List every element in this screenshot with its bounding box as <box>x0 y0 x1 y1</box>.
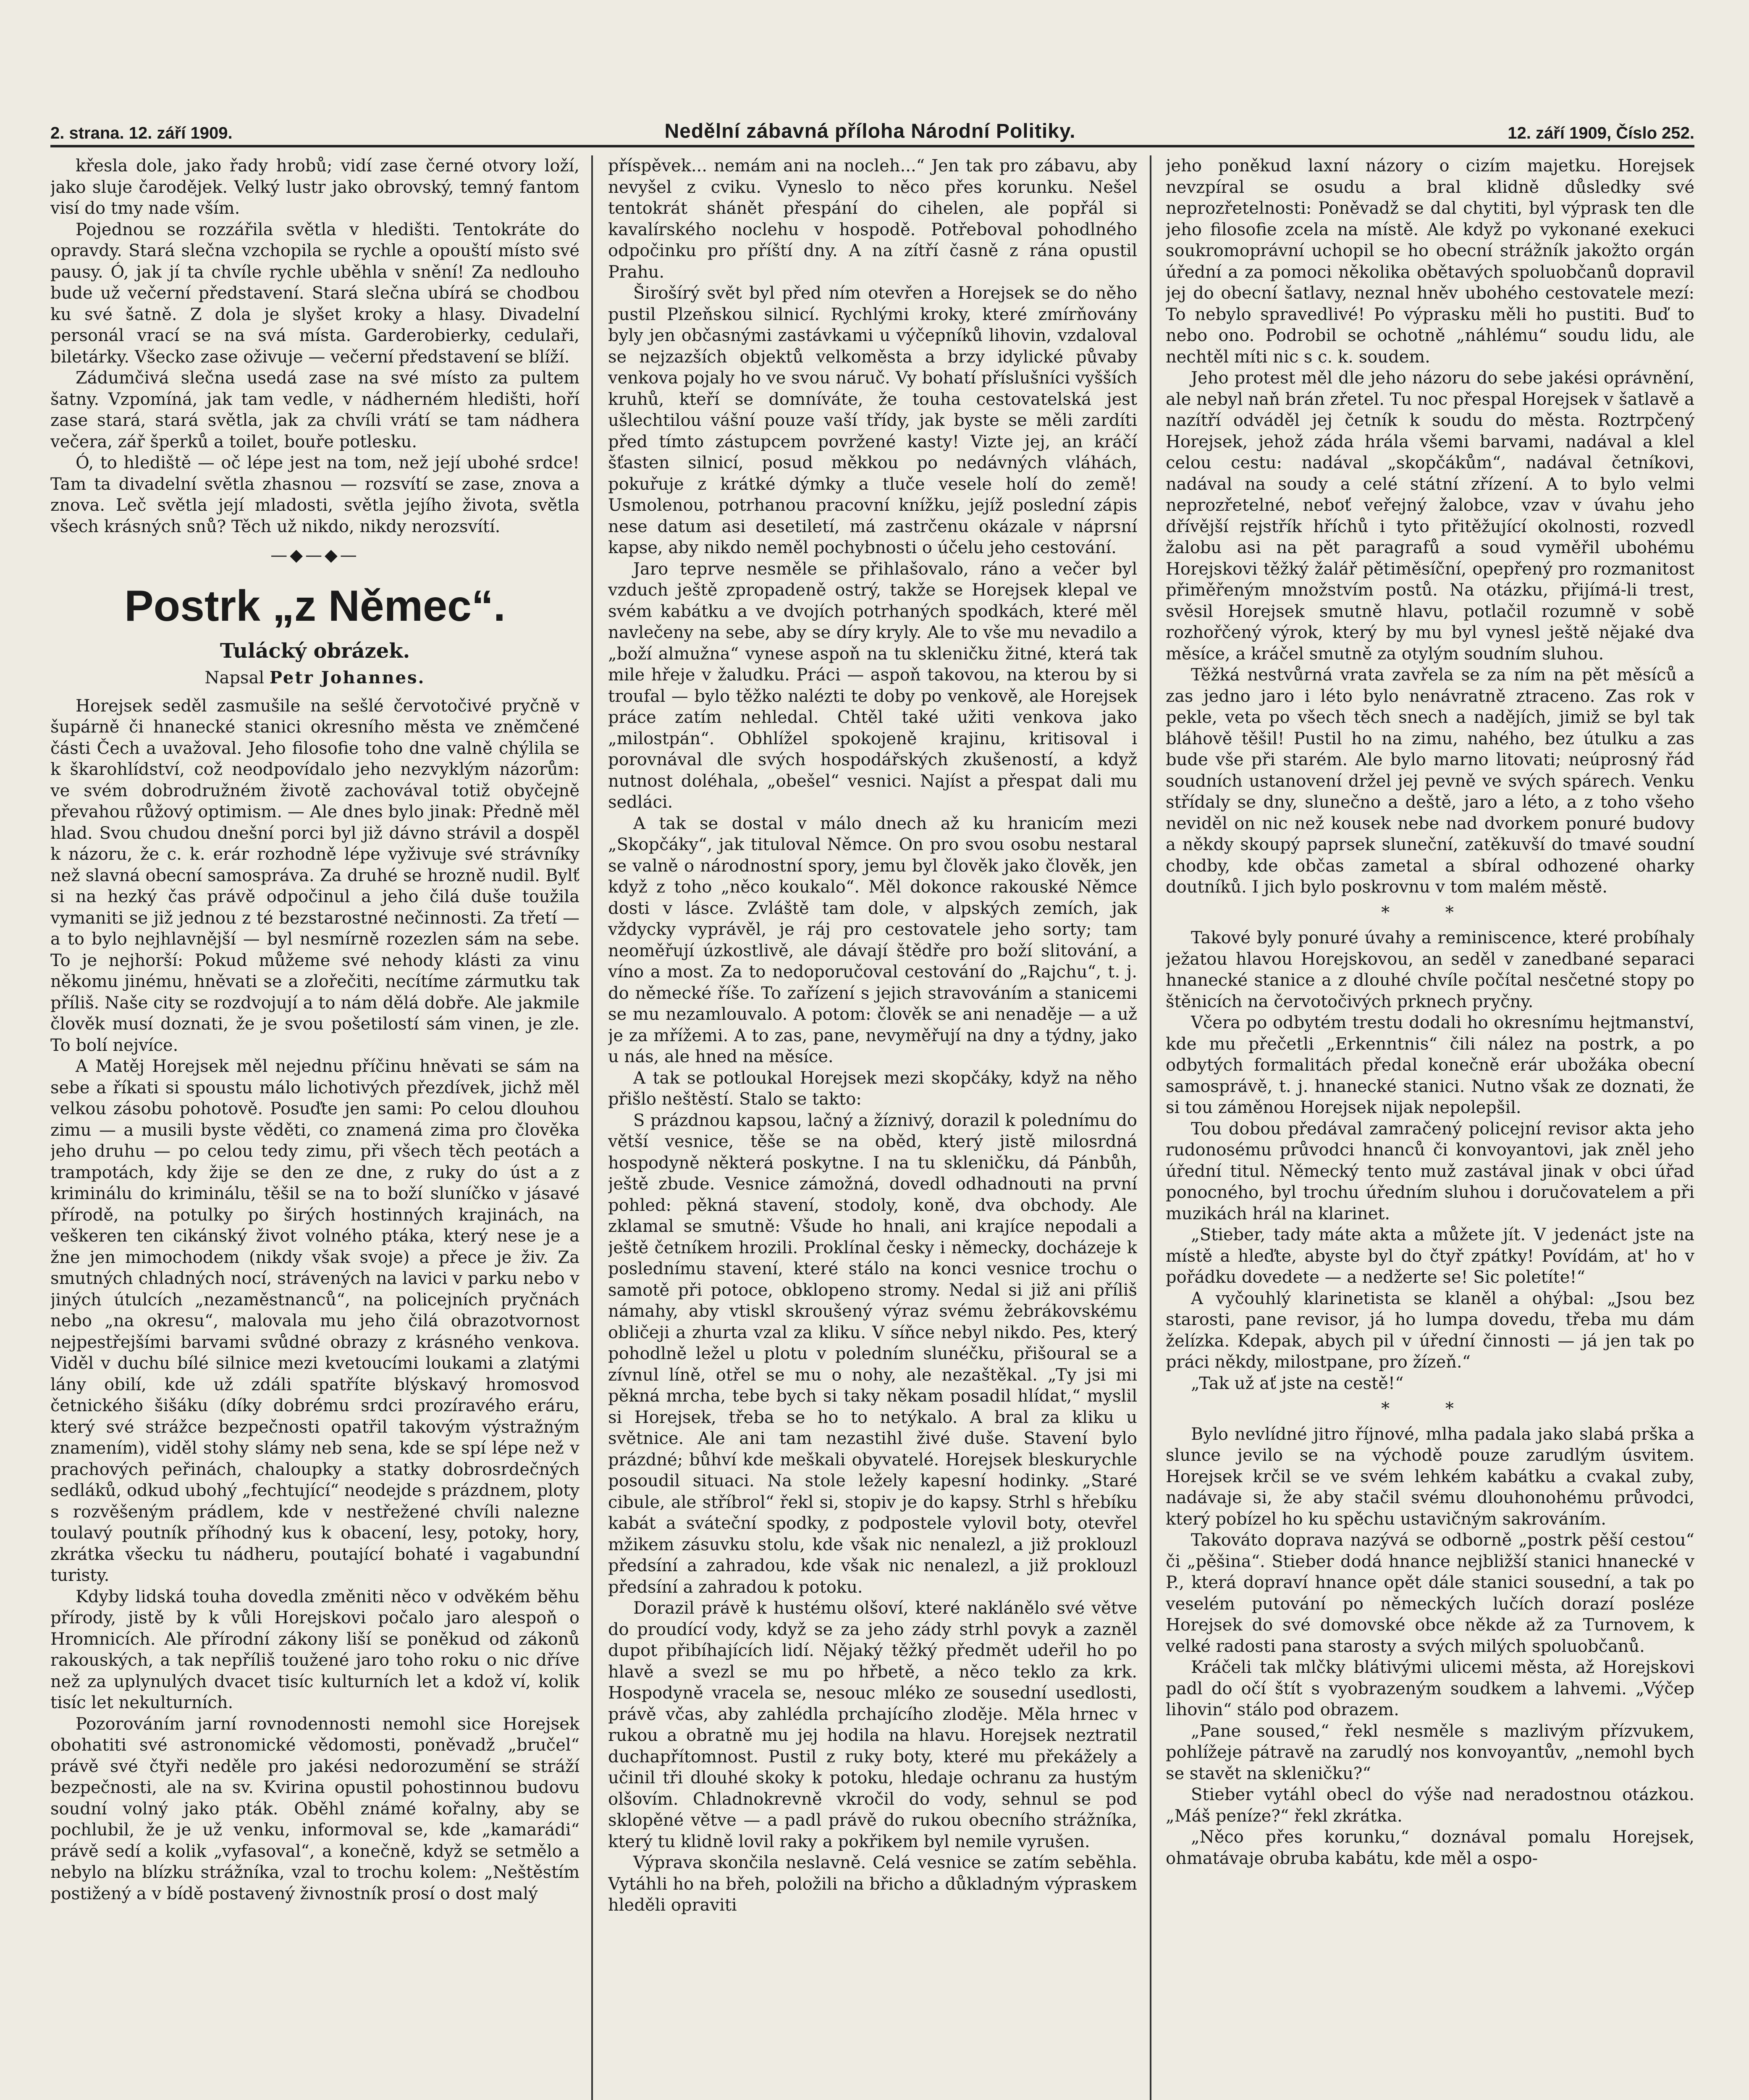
paragraph: „Tak už ať jste na cestě!“ <box>1191 1373 1404 1393</box>
paragraph: Bylo nevlídné jitro říjnové, mlha padala jako slabá prška a slunce jevilo se na východě pouze zarudlým úsvitem. Horejsek krčil se ve svém lehkém kabátku a cvakal zuby, nadávaje si, že aby stačil svému dlouhonohému průvodci, který pobízel ho ku spěchu ustavičným sakrováním. <box>1166 1424 1694 1529</box>
paragraph: Včera po odbytém trestu dodali ho okresnímu hejtmanství, kde mu přečetli „Erkenntnis“ čili nález na postrk, a po odbytých formalitách předal konečně erár ubožáka obecní samosprávě, t. j. hnanecké stanici. Nutno však ze doznati, že si tou záměnou Horejsek nijak nepolepšil. <box>1166 1013 1694 1117</box>
byline-prefix: Napsal <box>205 668 265 688</box>
paragraph: A vyčouhlý klarinetista se klaněl a ohýbal: „Jsou bez starosti, pane revisor, já ho lumpa dovedu, třeba mu dám želízka. Kdepak, abych pil v úřední činnosti — já jen tak po práci někdy, milostpane, pro žízeň.“ <box>1166 1289 1694 1372</box>
paragraph: křesla dole, jako řady hrobů; vidí zase černé otvory loží, jako sluje čarodějek. Velký lustr jako obrovský, temný fantom visí do tmy nade vším. <box>50 156 580 218</box>
paragraph: Ó, to hlediště — oč lépe jest na tom, než její ubohé srdce! Tam ta divadelní světla zhasnou — rozsvítí se zase, znova a znova. Leč světla její mladosti, světla jejího života, světla všech krásných snů? Těch už nikdo, nikdy nerozsvítí. <box>50 453 580 536</box>
section-ornament: —◆—◆— <box>270 546 359 565</box>
header-rule <box>50 145 1694 147</box>
column-divider <box>1150 155 1151 2100</box>
paragraph: „Pane soused,“ řekl nesměle s mazlivým přízvukem, pohlížeje pátravě na zarudlý nos konvoyantův, „nemohl bych se stavět na skleničku?“ <box>1166 1721 1694 1783</box>
paragraph: Takové byly ponuré úvahy a reminiscence, které probíhaly ježatou hlavou Horejskovou, an seděl v zanedbané separaci hnanecké stanice a z dlouhé chvíle počítal nesčetné stopy po štěnicích na červotočivých prknech pryčny. <box>1166 928 1694 1011</box>
section-break-stars: * * <box>1381 903 1479 922</box>
page-header <box>50 105 1694 143</box>
article-title: Postrk „z Němec“. <box>124 581 506 630</box>
paragraph: S prázdnou kapsou, lačný a žíznivý, dorazil k polednímu do větší vesnice, těše se na oběd, který jistě milosrdná hospodyně některá poskytne. I na tu skleničku, dá Pánbůh, ještě zbude. Vesnice zámožná, dovedl odhadnouti na první pohled: pěkná stavení, stodoly, koně, dva obchody. Ale zklamal se smutně: Všude ho hnali, ani krajíce nepodali a ještě četníkem hrozili. Proklínal česky i německy, docházeje k poslednímu stavení, které stálo na konci vesnice trochu o samotě při potoce, obklopeno stromy. Nedal si již ani příliš námahy, aby vtiskl skroušený výraz svému žebrákovskému obličeji a zhurta vzal za kliku. V síňce nebyl nikdo. Pes, který pohodlně ležel u plotu v poledním slunéčku, přišoural se a zívnul líně, otřel se mu o nohy, ale nezaštěkal. „Ty jsi mi pěkná mrcha, tebe bych si taky někam posadil hlídat,“ myslil si Horejsek, třeba se ho to netýkalo. A bral za kliku u světnice. Ale ani tam nezastihl živé duše. Stavení bylo prázdné; bůhví kde meškali obyvatelé. Horejsek bleskurychle posoudil situaci. Na stole ležely kapesní hodinky. „Staré cibule, ale stříbrol“ řekl si, stopiv je do kapsy. Strhl s hřebíku kabát a sváteční spodky, z podpostele vylovil boty, otevřel mžikem zásuvku stolu, kde však nic nenalezl, a již proklouzl předsíní a zahradou, kde však nic nenalezl, a již proklouzl předsíní a zahradou k potoku. <box>608 1110 1137 1597</box>
header-publication-title: Nedělní zábavná příloha Národní Politiky. <box>664 120 1076 142</box>
paragraph: Horejsek seděl zasmušile na sešlé červotočivé pryčně v šupárně či hnanecké stanici okresního města ve zněmčené části Čech a uvažoval. Jeho filosofie toho dne valně chýlila se k škarohlídství, což neodpovídalo jeho nezvyklým názorům: ve svém dobrodružném životě zachovával totiž obyčejně převahou růžový optimism. — Ale dnes bylo jinak: Předně měl hlad. Svou chudou dnešní porci byl již dávno strávil a dospěl k názoru, že c. k. erár rozhodně lépe vyživuje své strávníky než slavná obecní samospráva. Za druhé se hrozně nudil. Bylť si na hezký čas právě odpočinul a jeho čilá duše toužila vymaniti se již jednou z té bezstarostné nečinnosti. Za třetí — a to bylo nejhlavnější — byl nesmírně rozezlen sám na sebe. To je nejhorší: Pokud můžeme své nehody klásti za vinu někomu jinému, hněvati se a zlořečiti, necítíme zármutku tak příliš. Naše city se rozdvojují a to nám dělá dobře. Ale jakmile člověk musí doznati, že je svou pošetilostí sám vinen, je zle. To bolí nejvíce. <box>50 696 580 1055</box>
paragraph: Zádumčivá slečna usedá zase na své místo za pultem šatny. Vzpomíná, jak tam vedle, v nádherném hledišti, hoří zase stará, stará světla, jak za chvíli vrátí se tam nádhera večera, zář šperků a toilet, bouře potlesku. <box>50 368 580 452</box>
byline-author: Petr Johannes. <box>269 667 425 688</box>
paragraph: Pojednou se rozzářila světla v hledišti. Tentokráte do opravdy. Stará slečna vzchopila se rychle a opouští místo své pausy. Ó, jak jí ta chvíle rychle uběhla v snění! Za nedlouho bude už večerní představení. Stará slečna ubírá se chodbou ku své šatně. Z dola je slyšet kroky a hlasy. Divadelní personál vrací se na svá místa. Garderobierky, cedulaři, biletárky. Všecko zase oživuje — večerní představení se blíží. <box>50 220 580 367</box>
section-break-stars: * * <box>1381 1399 1479 1418</box>
paragraph: příspěvek... nemám ani na nocleh...“ Jen tak pro zábavu, aby nevyšel z cviku. Vyneslo to něco přes korunku. Nešel tentokrát shánět přespání do cihelen, ale popřál si kavalírského noclehu v hospodě. Potřeboval pohodlného odpočinku pro příští dny. A na zítří časně z rána opustil Prahu. <box>608 156 1137 282</box>
header-issue-number: 12. září 1909, Číslo 252. <box>1508 124 1694 142</box>
paragraph: Dorazil právě k hustému olšoví, které naklánělo své větve do proudící vody, když se za jeho zády strhl povyk a zazněl dupot přibíhajících lidí. Nějaký těžký předmět udeřil ho po hlavě a svezl se mu po hřbetě, a něco teklo za krk. Hospodyně vracela se, nesouc mléko ze sousední usedlosti, právě včas, aby zahlédla prchajícího zloděje. Měla hrnec v rukou a obratně mu jej hodila na hlavu. Horejsek neztratil duchapřítomnost. Pustil z ruky boty, které mu překážely a učinil tři dlouhé skoky k potoku, hledaje ochranu za hustým olšovím. Chladnokrevně vkročil do vody, sehnul se pod sklopěné větve — a padl právě do rukou obecního strážníka, který tu klidně lovil raky a pokřikem byl nemile vyrušen. <box>608 1599 1137 1851</box>
header-page-date: 2. strana. 12. září 1909. <box>50 124 233 142</box>
paragraph: Stieber vytáhl obecl do výše nad neradostnou otázkou. „Máš peníze?“ řekl zkrátka. <box>1166 1785 1694 1826</box>
paragraph: Jeho protest měl dle jeho názoru do sebe jakési oprávnění, ale nebyl naň brán zřetel. Tu noc přespal Horejsek v šatlavě a nazítří odváděl jej četník k soudu do města. Roztrpčený Horejsek, jehož záda hrála všemi barvami, nadával a klel celou cestu: nadával „skopčákům“, nadával četníkovi, nadával na soudy a celé státní zřízení. A to bylo velmi neprozřetelné, neboť veřejný žalobce, vzav v úvahu jeho dřívější rejstřík hříchů i tyto přitěžující okolnosti, rozvedl žalobu asi na pět paragrafů a soud vyměřil ubohému Horejskovi těžký žalář pětiměsíční, opepřený pro rozmanitost přiměřeným množstvím postů. Na otázku, přijímá-li trest, svěsil Horejsek smutně hlavu, potlačil rozumně v sobě rozhořčený výrok, který by mu byl vynesl ještě nějaké dva měsíce, a kráčel smutně za otylým soudním sluhou. <box>1166 368 1694 664</box>
paragraph: Pozorováním jarní rovnodennosti nemohl sice Horejsek obohatiti své astronomické vědomosti, poněvadž „bručel“ právě své čtyři neděle pro jakési nedorozumění se stráží bezpečnosti, ale na sv. Kvirina opustil pohostinnou budovu soudní volný jako pták. Oběhl známé kořalny, aby se pochlubil, že je už venku, informoval se, kde „kamarádi“ právě sedí a kolik „vyfasoval“, a konečně, když se setmělo a nebylo na blízku strážníka, vzal to trochu kolem: „Neštěstím postižený a v bídě postavený živnostník prosí o dost malý <box>50 1714 580 1903</box>
article-subtitle: Tulácký obrázek. <box>220 639 410 663</box>
paragraph: A tak se dostal v málo dnech až ku hranicím mezi „Skopčáky“, jak tituloval Němce. On pro svou osobu nestaral se valně o národnostní spory, jemu byl člověk jako člověk, jen když z toho „něco koukalo“. Měl dokonce rakouské Němce dosti v lásce. Zvláště tam dole, v alpských zemích, jak vždycky vyprávěl, je ráj pro cestovatele jeho sorty; tam neoměřují úzkostlivě, ale dávají štědře pro boží slitování, a víno a most. Za to nedoporučoval cestování do „Rajchu“, t. j. do německé říše. To zařízení s jejich stravováním a stanicemi se mu nezamlouvalo. A potom: člověk se ani nenaděje — a už je za mřížemi. A to zas, pane, nevyměřují na dny a týdny, jako u nás, ale hned na měsíce. <box>608 814 1137 1066</box>
paragraph: A tak se potloukal Horejsek mezi skopčáky, když na něho přišlo neštěstí. Stalo se takto: <box>608 1068 1137 1109</box>
paragraph: Výprava skončila neslavně. Celá vesnice se zatím seběhla. Vytáhli ho na břeh, položili na břicho a důkladným výpraskem hleděli opraviti <box>608 1853 1137 1915</box>
column-3 <box>1166 155 1694 2100</box>
paragraph: jeho poněkud laxní názory o cizím majetku. Horejsek nevzpíral se osudu a bral klidně důsledky své neprozřetelnosti: Poněvadž se dal chytiti, byl výprask ten dle jeho filosofie zcela na místě. Ale když po vykonané exekuci soukromoprávní uchopil se ho obecní strážník jakožto orgán úřední a za pomoci několika obětavých spoluobčanů dopravil jej do obecní šatlavy, neznal hněv ubohého cestovatele mezí: To nebylo spravedlivé! Po výprasku měli ho pustiti. Buď to nebo ono. Podrobil se ochotně „náhlému“ soudu lidu, ale nechtěl míti nic s c. k. soudem. <box>1166 156 1694 367</box>
paragraph: Jaro teprve nesměle se přihlašovalo, ráno a večer byl vzduch ještě zpropadeně ostrý, takže se Horejsek klepal ve svém kabátku a ve dvojích potrhaných spodkách, které měl navlečeny na sebe, aby se díry kryly. Ale to vše mu nevadilo a „boží almužna“ vynese aspoň na tu skleničku žitné, která tak mile hřeje v žaludku. Práci — aspoň takovou, na kterou by si troufal — bylo těžko nalézti te doby po venkově, ale Horejsek práce zatím nehledal. Chtěl také užiti venkova jako „milostpán“. Obhlížel spokojeně krajinu, kritisoval i porovnával dle svých hospodářských zkušeností, a když nutnost doléhala, „obešel“ vesnici. Najíst a přespat dali mu sedláci. <box>608 559 1137 812</box>
column-divider <box>591 155 593 2100</box>
paragraph: Tou dobou předával zamračený policejní revisor akta jeho rudonosému průvodci hnanců či konvoyantovi, jak zněl jeho úřední titul. Německý tento muž zastával jinak v obci úřad ponocného, byl trochu úředním sluhou i doručovatelem a při muzikách hrál na klarinet. <box>1166 1119 1694 1223</box>
paragraph: „Něco přes korunku,“ doznával pomalu Horejsek, ohmatávaje obruba kabátu, kde měl a ospo- <box>1166 1827 1694 1868</box>
column-2 <box>608 155 1137 2100</box>
paragraph: A Matěj Horejsek měl nejednu příčinu hněvati se sám na sebe a říkati si spoustu málo lichotivých přezdívek, jichž měl velkou zásobu pohotově. Posuďte jen sami: Po celou dlouhou zimu — a musili byste věděti, co znamená zima pro člověka jeho druhu — po celou tedy zimu, při všech těch peotách a trampotách, kdy žije se den ze dne, z ruky do úst a z kriminálu do kriminálu, těšil se na to boží sluníčko v jásavé přírodě, na potulky po širých hostinných krajinách, na veškeren ten cikánský život volného ptáka, který nese je a žne jen mimochodem (nikdy však svoje) a přece je živ. Za smutných chladných nocí, strávených na lavici v parku nebo v jiných útulcích „nezaměstnanců“, na policejních pryčnách nebo „na okresu“, malovala mu jeho čilá obrazotvornost nejpestřejšími barvami svůdné obrazy z krásného venkova. Viděl v duchu bílé silnice mezi kvetoucími loukami a zlatými lány obilí, kde už zdáli spatříte blýskavý hromosvod četnického šišáku (díky dobrému srdci prozíravého eráru, který své strážce bezpečnosti opatřil takovým výstražným znamením), viděl stohy slámy neb sena, kde se spí lépe než v prachových peřinách, chaloupky a statky dobrosrdečných sedláků, odkud ubohý „fechtující“ neodejde s prázdnem, ploty s rozvěšeným prádlem, kde v nestřežené chvíli nalezne toulavý poutník příhodný kus k obacení, lesy, potoky, hory, zkrátka všecku tu nádheru, poutající bohaté i vagabundní turisty. <box>50 1057 580 1585</box>
column-1 <box>50 155 580 2100</box>
article-byline <box>50 664 580 691</box>
paragraph: Kráčeli tak mlčky blátivými ulicemi města, až Horejskovi padl do očí štít s vyobrazeným soudkem a lahvemi. „Výčep lihovin“ stálo pod obrazem. <box>1166 1658 1694 1719</box>
paragraph: „Stieber, tady máte akta a můžete jít. V jedenáct jste na místě a hleďte, abyste byl do čtyř zpátky! Povídám, at' ho v pořádku dovedete — a nedžerte se! Sic poletíte!“ <box>1166 1225 1694 1287</box>
paragraph: Širošírý svět byl před ním otevřen a Horejsek se do něho pustil Plzeňskou silnicí. Rychlými kroky, které zmírňovány byly jen občasnými zastávkami u výčepníků lihovin, vzdaloval se nejzazších objektů velkoměsta a brzy idylické půvaby venkova pojaly ho ve svou náruč. Vy bohatí příslušníci vyšších kruhů, kteří se domníváte, že touha cestovatelská jest ušlechtilou vášní pouze vaší třídy, jak byste se měli zardíti před tímto zástupcem povržené kasty! Vizte jej, an kráčí šťasten silnicí, posud měkkou po nedávných vláhách, pokuřuje z krátké dýmky a tluče vesele holí do země! Usmolenou, potrhanou pracovní knížku, jejíž poslední zápis nese datum asi desetiletí, má zastrčenu okázale v náprsní kapse, aby nikdo neměl pochybnosti o účelu jeho cestování. <box>608 284 1137 557</box>
paragraph: Takováto doprava nazývá se odborně „postrk pěší cestou“ či „pěšina“. Stieber dodá hnance nejbližší stanici hnanecké v P., která dopraví hnance opět dále stanici sousední, a tak po veselém putování po německých lučích dorazí posléze Horejsek do své domovské obce někde až za Turnovem, k velké radosti pana starosty a svých milých spoluobčanů. <box>1166 1530 1694 1656</box>
paragraph: Těžká nestvůrná vrata zavřela se za ním na pět měsíců a zas jedno jaro i léto bylo nenávratně ztraceno. Zas rok v pekle, veta po všech těch snech a nadějích, jimiž se byl tak bláhově těšil! Pustil ho na zimu, nahého, bez útulku a zas bude vše při starém. Ale bylo marno litovati; neúprosný řád soudních ustanovení držel jej pevně ve svých spárech. Venku střídaly se dny, slunečno a deště, jaro a léto, a z toho všeho neviděl on nic než kousek nebe nad dvorkem ponuré budovy a někdy skoupý paprsek sluneční, zatěkuvší do tmavé soudní chodby, kde občas zametal a sbíral odhozené oharky doutníků. I jich bylo poskrovnu v tom malém městě. <box>1166 665 1694 897</box>
paragraph: Kdyby lidská touha dovedla změniti něco v odvěkém běhu přírody, jistě by k vůli Horejskovi počalo jaro alespoň o Hromnicích. Ale přírodní zákony liší se poněkud od zákonů rakouských, a tak nepříliš toužené jaro toho roku o nic dříve než za uplynulých dvacet tisíc kulturních let a kdož ví, kolik tisíc let nekulturních. <box>50 1587 580 1712</box>
